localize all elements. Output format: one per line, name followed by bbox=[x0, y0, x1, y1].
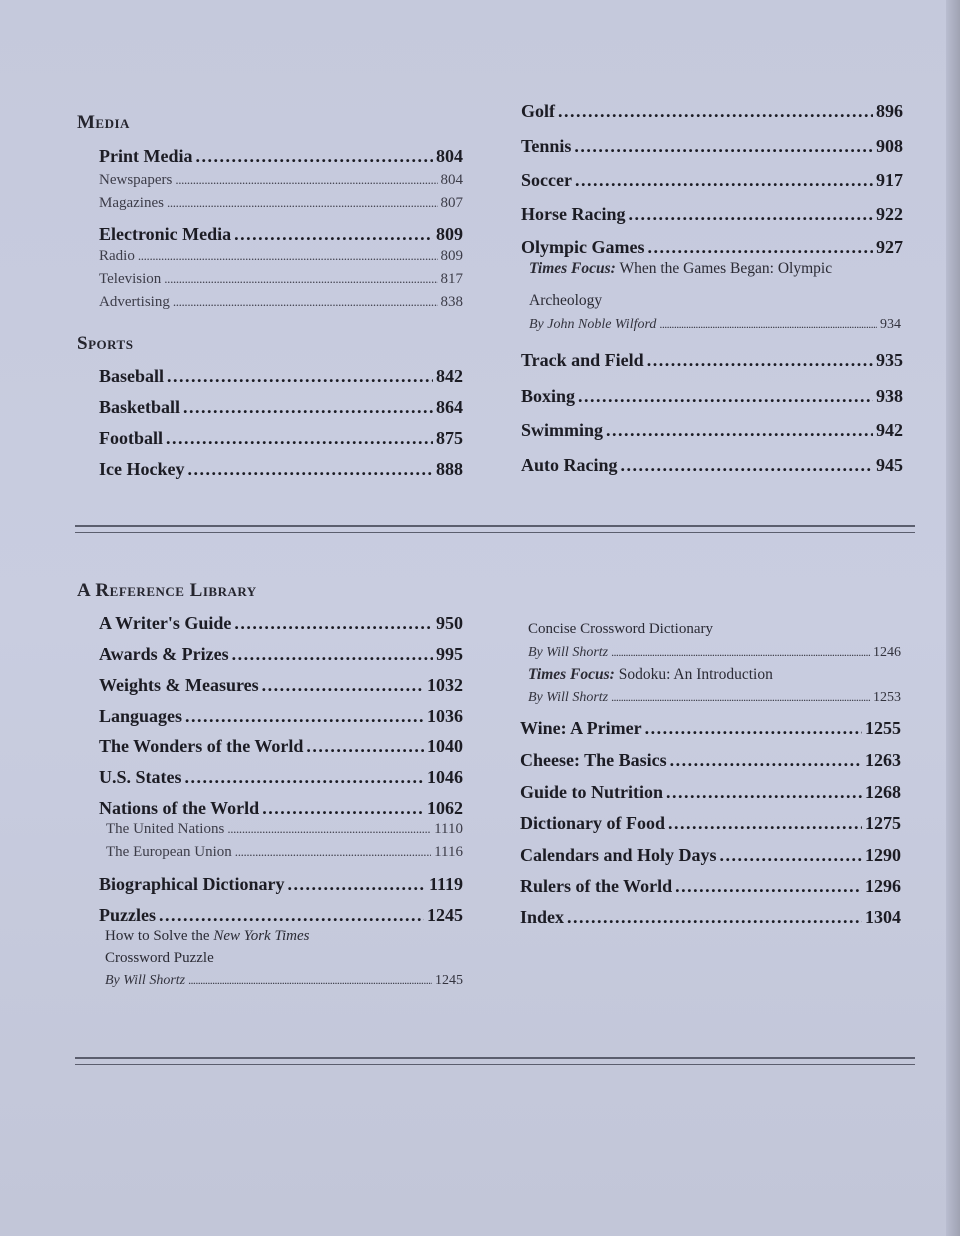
toc-entry-magazines[interactable]: Magazines . . . 807 bbox=[99, 195, 463, 212]
toc-entry-swimming[interactable]: Swimming . . . 942 bbox=[521, 420, 903, 441]
toc-entry-guide-to-nutrition[interactable]: Guide to Nutrition . . . 1268 bbox=[520, 782, 901, 803]
sodoku-title[interactable]: Times Focus: Sodoku: An Introduction bbox=[528, 666, 773, 683]
how-to-solve-line2: Crossword Puzzle bbox=[105, 950, 214, 966]
toc-entry-auto-racing[interactable]: Auto Racing . . . 945 bbox=[521, 455, 903, 476]
toc-entry-boxing[interactable]: Boxing . . . 938 bbox=[521, 386, 903, 407]
section-heading-reference-library: A Reference Library bbox=[77, 580, 257, 601]
toc-entry-writers-guide[interactable]: A Writer's Guide . . . 950 bbox=[99, 613, 463, 634]
toc-entry-awards-prizes[interactable]: Awards & Prizes . . . 995 bbox=[99, 644, 463, 665]
toc-entry-tennis[interactable]: Tennis . . . 908 bbox=[521, 136, 903, 157]
toc-entry-european-union[interactable]: The European Union . . . 1116 bbox=[106, 844, 463, 861]
how-to-solve-line1[interactable]: How to Solve the New York Times bbox=[105, 928, 310, 944]
toc-entry-advertising[interactable]: Advertising . . . 838 bbox=[99, 294, 463, 311]
toc-entry-soccer[interactable]: Soccer . . . 917 bbox=[521, 170, 903, 191]
toc-entry-how-to-solve-byline[interactable]: By Will Shortz . . . 1245 bbox=[105, 973, 463, 989]
toc-entry-calendars-holy-days[interactable]: Calendars and Holy Days . . . 1290 bbox=[520, 845, 901, 866]
toc-entry-olympic-games[interactable]: Olympic Games . . . 927 bbox=[521, 237, 903, 258]
toc-entry-radio[interactable]: Radio . . . 809 bbox=[99, 248, 463, 265]
toc-entry-languages[interactable]: Languages . . . 1036 bbox=[99, 706, 463, 727]
toc-entry-baseball[interactable]: Baseball . . . 842 bbox=[99, 366, 463, 387]
toc-entry-puzzles[interactable]: Puzzles . . . 1245 bbox=[99, 905, 463, 926]
toc-entry-crossword-dictionary-byline[interactable]: By Will Shortz . . . 1246 bbox=[528, 645, 901, 661]
toc-entry-newspapers[interactable]: Newspapers . . . 804 bbox=[99, 172, 463, 189]
toc-entry-electronic-media[interactable]: Electronic Media . . . 809 bbox=[99, 224, 463, 245]
toc-entry-horse-racing[interactable]: Horse Racing . . . 922 bbox=[521, 204, 903, 225]
toc-entry-television[interactable]: Television . . . 817 bbox=[99, 271, 463, 288]
toc-entry-sodoku-byline[interactable]: By Will Shortz . . . 1253 bbox=[528, 690, 901, 706]
toc-entry-cheese-basics[interactable]: Cheese: The Basics . . . 1263 bbox=[520, 750, 901, 771]
toc-entry-ice-hockey[interactable]: Ice Hockey . . . 888 bbox=[99, 459, 463, 480]
toc-entry-dictionary-of-food[interactable]: Dictionary of Food . . . 1275 bbox=[520, 813, 901, 834]
section-heading-sports: Sports bbox=[77, 333, 134, 354]
toc-entry-golf[interactable]: Golf . . . 896 bbox=[521, 101, 903, 122]
toc-entry-olympic-archeology-byline[interactable]: By John Noble Wilford . . . 934 bbox=[529, 317, 901, 333]
divider-rule-top bbox=[75, 525, 915, 533]
toc-entry-track-and-field[interactable]: Track and Field . . . 935 bbox=[521, 350, 903, 371]
section-heading-media: Media bbox=[77, 112, 130, 133]
toc-entry-us-states[interactable]: U.S. States . . . 1046 bbox=[99, 767, 463, 788]
toc-entry-wine-primer[interactable]: Wine: A Primer . . . 1255 bbox=[520, 718, 901, 739]
toc-entry-biographical-dictionary[interactable]: Biographical Dictionary . . . 1119 bbox=[99, 874, 463, 895]
toc-entry-united-nations[interactable]: The United Nations . . . 1110 bbox=[106, 821, 463, 838]
olympic-focus-line2: Archeology bbox=[529, 292, 603, 309]
toc-entry-index[interactable]: Index . . . 1304 bbox=[520, 907, 901, 928]
crossword-dictionary-title[interactable]: Concise Crossword Dictionary bbox=[528, 621, 713, 637]
olympic-focus-line1[interactable]: Times Focus: When the Games Began: Olympic bbox=[529, 260, 833, 277]
divider-rule-bottom bbox=[75, 1057, 915, 1065]
toc-entry-weights-measures[interactable]: Weights & Measures . . . 1032 bbox=[99, 675, 463, 696]
toc-entry-nations-of-the-world[interactable]: Nations of the World . . . 1062 bbox=[99, 798, 463, 819]
toc-entry-basketball[interactable]: Basketball . . . 864 bbox=[99, 397, 463, 418]
toc-entry-football[interactable]: Football . . . 875 bbox=[99, 428, 463, 449]
toc-entry-wonders-of-the-world[interactable]: The Wonders of the World . . . 1040 bbox=[99, 736, 463, 757]
toc-entry-rulers-of-the-world[interactable]: Rulers of the World . . . 1296 bbox=[520, 876, 901, 897]
toc-entry-print-media[interactable]: Print Media . . . 804 bbox=[99, 146, 463, 167]
page-edge bbox=[946, 0, 960, 1236]
